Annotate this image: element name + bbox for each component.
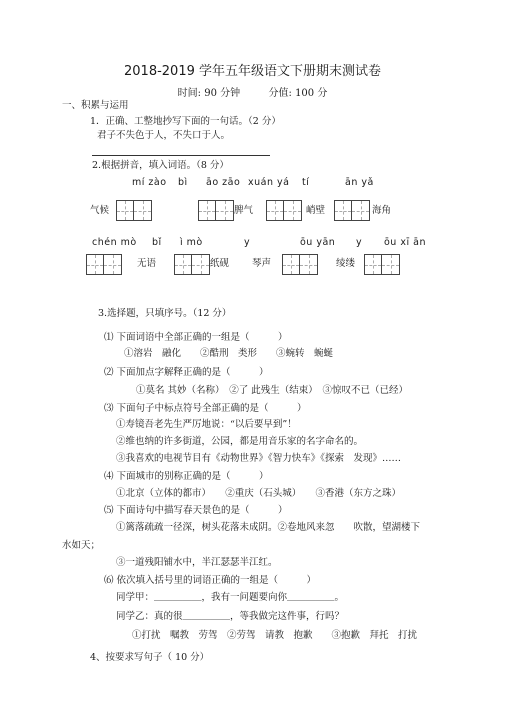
question-item-option: 水如天； xyxy=(62,540,101,551)
pinyin-13: ōu xī ān xyxy=(384,237,426,248)
question-item-stem: ⑶ 下面句子中标点符号全部正确的是（ ） xyxy=(104,403,307,414)
pinyin-11: ōu yān xyxy=(300,237,336,248)
pinyin-3: āo zāo xyxy=(206,177,241,188)
word-paper-inkstone: 纸砚 xyxy=(210,258,230,269)
time-value: 90 分钟 xyxy=(204,88,241,99)
word-speechless: 无语 xyxy=(137,258,157,269)
question-item-option: ①篱落疏疏一径深，树头花落未成阴。②卷地风来忽 吹散，望湖楼下 xyxy=(116,522,421,533)
writing-grid[interactable] xyxy=(334,200,370,221)
writing-grid[interactable] xyxy=(364,254,400,275)
pinyin-7: chén mò xyxy=(92,237,137,248)
word-zither: 琴声 xyxy=(252,258,272,269)
question-item-option: 同学乙：真的很＿＿＿＿＿，等我做完这件事，行吗？ xyxy=(116,611,345,622)
pinyin-12: y xyxy=(356,237,363,248)
question-4-heading: 4、按要求写句子（ 10 分） xyxy=(90,652,210,663)
question-item-option: ③一道残阳铺水中，半江瑟瑟半江红。 xyxy=(116,557,278,568)
question-item-stem: ⑸ 下面诗句中描写春天景色的是（ ） xyxy=(104,505,288,516)
writing-grid[interactable] xyxy=(174,254,210,275)
question-item-option: ②维也纳的许多街道，公园，都是用音乐家的名字命名的。 xyxy=(116,436,364,447)
question-3-heading: 3.选择题，只填序号。（12 分） xyxy=(98,308,232,319)
writing-grid[interactable] xyxy=(86,254,122,275)
question-item-option: 同学甲：＿＿＿＿＿，我有一问题要向你＿＿＿＿＿。 xyxy=(116,592,345,603)
pinyin-1: mí zào xyxy=(132,177,167,188)
question-item-option: ①打扰 嘱教 劳驾 ②劳驾 请教 抱歉 ③抱歉 拜托 打扰 xyxy=(132,630,418,641)
word-cape: 海角 xyxy=(372,205,392,216)
question-1-heading: 1．正确、工整地抄写下面的一句话。（2 分） xyxy=(90,116,281,127)
word-cliff: 峭壁 xyxy=(306,205,326,216)
page-title: 2018-2019 学年五年级语文下册期末测试卷 xyxy=(124,64,381,79)
word-silk: 绫缕 xyxy=(336,258,356,269)
score-value: 100 分 xyxy=(295,88,328,99)
question-item-option: ①莫名 其妙（名称） ②了 此残生（结束） ③惊叹不已（已经） xyxy=(136,385,409,396)
answer-line xyxy=(92,155,270,156)
question-item-option: ①溶岩 融化 ②酷刑 类形 ③蜿转 蜿蜒 xyxy=(124,348,334,359)
pinyin-10: y xyxy=(244,237,251,248)
writing-grid[interactable] xyxy=(198,200,234,221)
question-item-stem: ⑵ 下面加点字解释正确的是（ ） xyxy=(104,367,269,378)
word-weather: 气候 xyxy=(90,205,110,216)
writing-grid[interactable] xyxy=(266,200,302,221)
writing-grid[interactable] xyxy=(282,254,318,275)
question-item-option: ③我喜欢的电视节目有《动物世界》《智力快车》《探索 发现》…… xyxy=(116,453,402,464)
score-label: 分值: xyxy=(268,88,292,99)
question-item-option: ①寿镜吾老先生严厉地说：“以后要早到”！ xyxy=(116,419,297,430)
exam-info xyxy=(0,84,505,99)
word-temper: 脾气 xyxy=(234,205,254,216)
question-2-heading: 2.根据拼音，填入词语。（8 分） xyxy=(92,160,229,171)
pinyin-8: bǐ xyxy=(152,237,162,248)
pinyin-9: ì mò xyxy=(180,237,203,248)
time-label: 时间: xyxy=(177,88,202,99)
question-item-stem: ⑹ 依次填入括号里的词语正确的一组是（ ） xyxy=(104,575,317,586)
section-heading: 一、积累与运用 xyxy=(62,100,129,111)
question-item-option: ①北京（立体的都市） ②重庆（石头城） ③香港（东方之珠） xyxy=(116,488,402,499)
pinyin-6: ān yǎ xyxy=(345,177,374,188)
question-1-sentence: 君子不失色于人，不失口于人。 xyxy=(97,130,231,141)
question-item-stem: ⑴ 下面词语中全部正确的一组是（ ） xyxy=(104,332,288,343)
question-item-stem: ⑷ 下面城市的别称正确的是（ ） xyxy=(104,471,269,482)
pinyin-5: tí xyxy=(302,177,310,188)
pinyin-4: xuán yá xyxy=(248,177,290,188)
pinyin-2: bì xyxy=(178,177,188,188)
writing-grid[interactable] xyxy=(116,200,152,221)
